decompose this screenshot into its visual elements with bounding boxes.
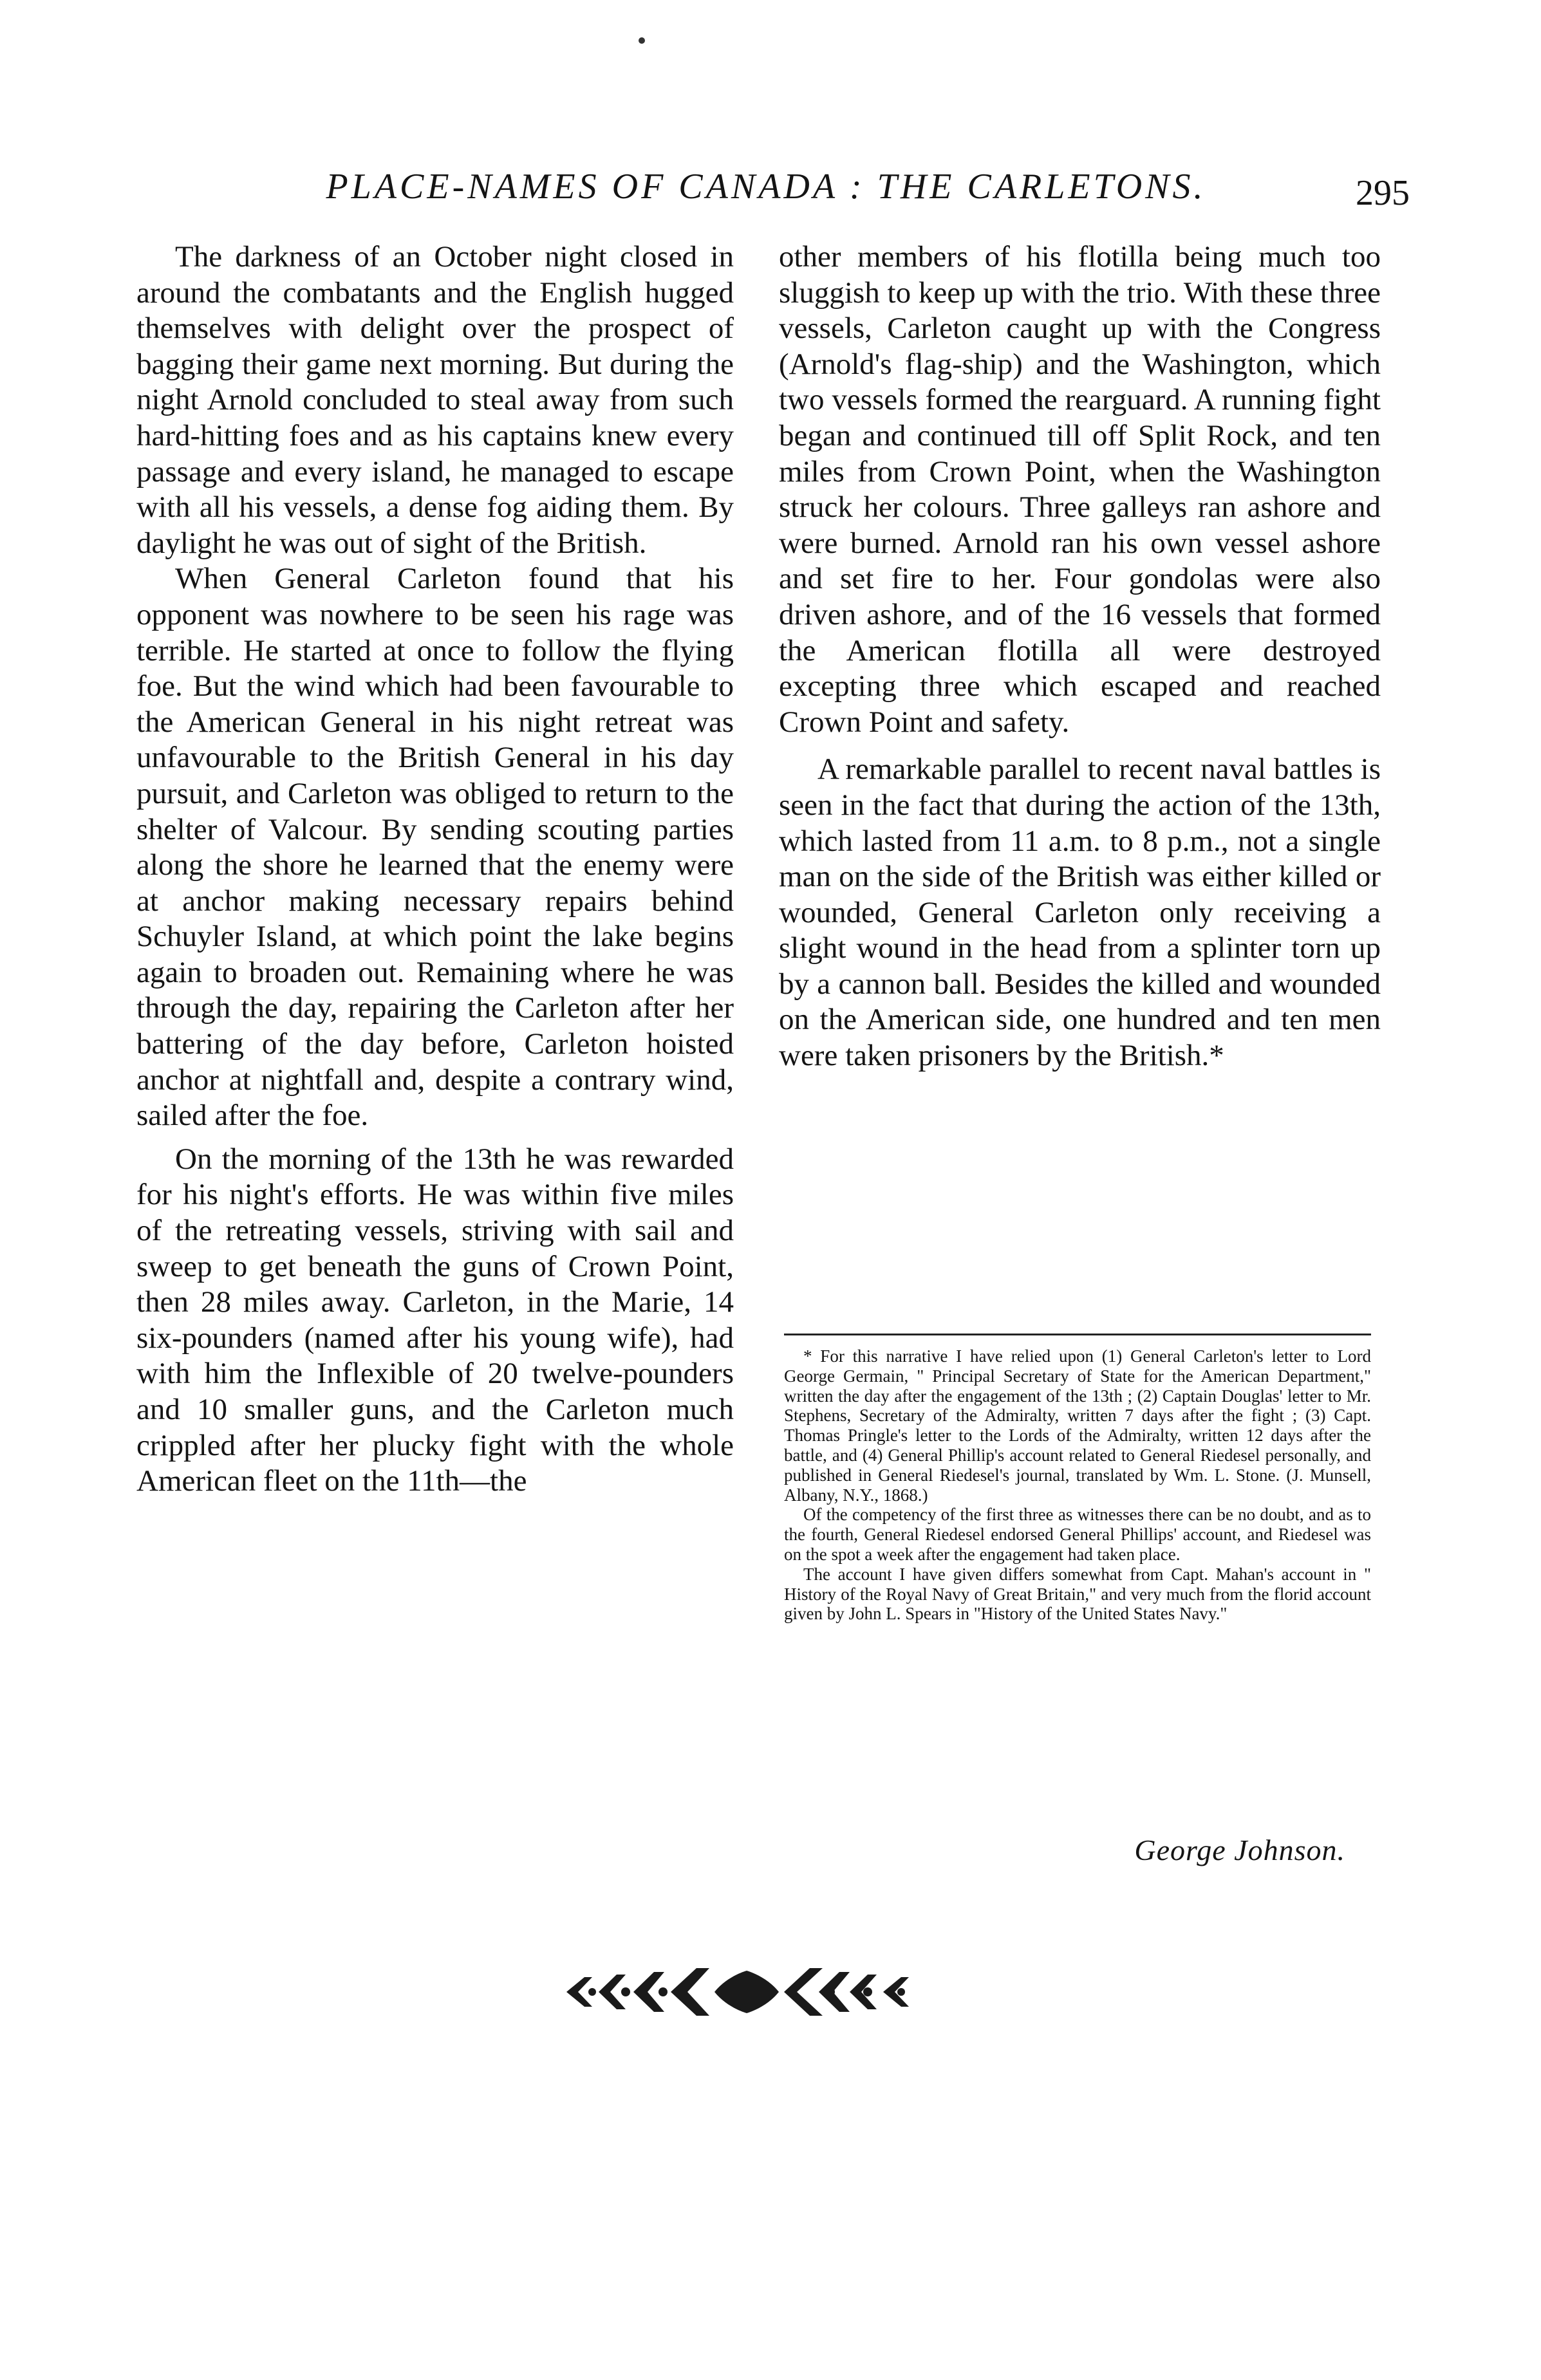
decorative-ornament-icon: [554, 1963, 940, 2021]
top-speck: [639, 37, 645, 44]
paragraph: When General Carleton found that his opponent was nowhere to be seen his rage was terrible. He started at once to follow the flying foe. But the wind which had been favourable to the American General in his night retreat was unfavourable to the British General in his day pursuit, and Carleton was obliged to return to the shelter of Valcour. By sending scouting parties along the shore he learned that the enemy were at anchor making necessary repairs behind Schuyler Island, at which point the lake begins again to broaden out. Remaining where he was through the day, repairing the Carleton after her battering of the day before, Carleton hoisted anchor at nightfall and, despite a contrary wind, sailed after the foe.: [136, 562, 734, 1133]
footnote-rule: [784, 1334, 1371, 1335]
footnote-paragraph: The account I have given differs somewhat from Capt. Mahan's account in " History of the Royal Navy of Great Britain," and very much from the florid account given by John L. Spears in "History of the United States Navy.": [784, 1564, 1371, 1624]
running-head: PLACE-NAMES OF CANADA : THE CARLETONS.: [326, 167, 1206, 207]
footnote-paragraph: * For this narrative I have relied upon (1) General Carleton's letter to Lord George Germain, " Principal Secretary of State for the American Department," written the day after the engagement of the 13th ; (2) Captain Douglas' letter to Mr. Stephens, Secretary of the Admiralty, written 7 days after the fight ; (3) Capt. Thomas Pringle's letter to the Lords of the Admiralty, written 12 days after the battle, and (4) General Phillip's account related to General Riedesel personally, and published in General Riedesel's journal, translated by Wm. L. Stone. (J. Munsell, Albany, N.Y., 1868.): [784, 1346, 1371, 1505]
page-header: [303, 161, 1410, 212]
paragraph: On the morning of the 13th he was rewarded for his night's efforts. He was within five miles of the retreating vessels, striving with sail and sweep to get beneath the guns of Crown Point, then 28 miles away. Carleton, in the Marie, 14 six-pounders (named after his young wife), had with him the Inflexible of 20 twelve-pounders and 10 smaller guns, and the Carleton much crippled after her plucky fight with the whole American fleet on the 11th—the: [136, 1142, 734, 1498]
footnote: [784, 1346, 1371, 1624]
page-number: 295: [1356, 173, 1410, 213]
footnote-paragraph: Of the competency of the first three as witnesses there can be no doubt, and as to the fourth, General Riedesel endorsed General Phillips' account, and Riedesel was on the spot a week after the engagement had taken place.: [784, 1505, 1371, 1564]
paragraph: A remarkable parallel to recent naval battles is seen in the fact that during the action of the 13th, which lasted from 11 a.m. to 8 p.m., not a single man on the side of the British was either killed or wounded, General Carleton only receiving a slight wound in the head from a splinter torn up by a cannon ball. Besides the killed and wounded on the American side, one hundred and ten men were taken prisoners by the British.*: [779, 752, 1381, 1073]
right-column: [779, 239, 1381, 1074]
left-column: [136, 239, 734, 1500]
author-signature: George Johnson.: [1134, 1834, 1345, 1866]
paragraph: The darkness of an October night closed in around the combatants and the English hugged themselves with delight over the prospect of bagging their game next morning. But during the night Arnold concluded to steal away from such hard-hitting foes and as his captains knew every passage and every island, he managed to escape with all his vessels, a dense fog aiding them. By daylight he was out of sight of the British.: [136, 240, 734, 560]
paragraph: other members of his flotilla being much too sluggish to keep up with the trio. With these three vessels, Carleton caught up with the Congress (Arnold's flag-ship) and the Washington, which two vessels formed the rearguard. A running fight began and continued till off Split Rock, and ten miles from Crown Point, when the Washington struck her colours. Three galleys ran ashore and were burned. Arnold ran his own vessel ashore and set fire to her. Four gondolas were also driven ashore, and of the 16 vessels that formed the American flotilla all were destroyed excepting three which escaped and reached Crown Point and safety.: [779, 240, 1381, 739]
